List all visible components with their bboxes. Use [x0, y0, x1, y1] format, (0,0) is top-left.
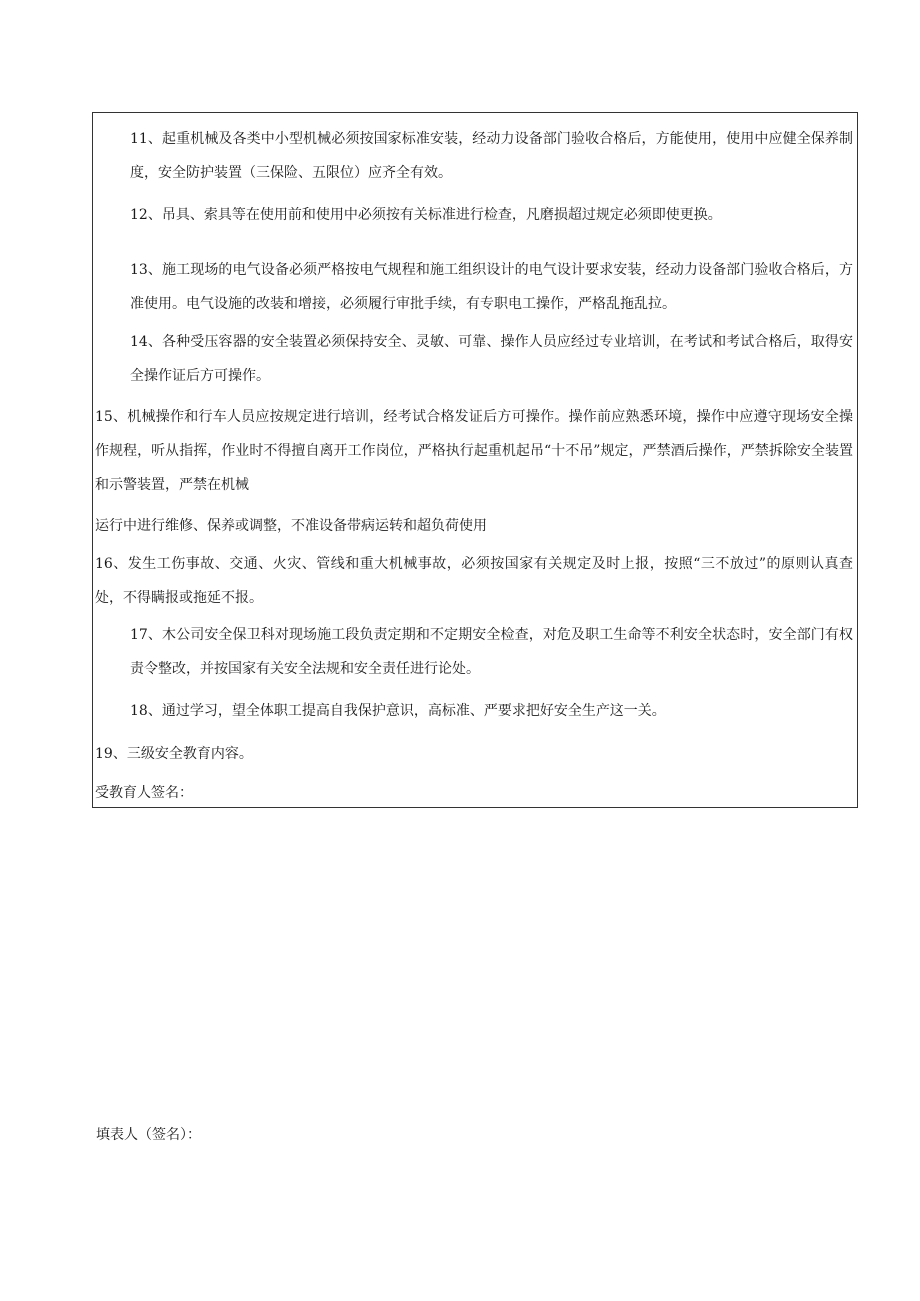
rule-15: 15、机械操作和行车人员应按规定进行培训，经考试合格发证后方可操作。操作前应熟悉环境，操作中应遵守现场安全操作规程，听从指挥，作业时不得擅自离开工作岗位，严格执行起重机起吊“十不吊”规定，严禁酒后操作，严禁拆除安全装置和示警装置，严禁在机械	[95, 409, 853, 493]
rule-15-continued: 运行中进行维修、保养或调整，不准设备带病运转和超负荷使用	[95, 518, 487, 534]
rule-12-line: 12、吊具、索具等在使用前和使用中必须按有关标准进行检查，凡磨损超过规定必须即使更换。	[130, 207, 722, 223]
rule-18: 18、通过学习，望全体职工提高自我保护意识，高标准、严要求把好安全生产这一关。	[130, 703, 666, 719]
rule-19: 19、三级安全教育内容。	[95, 746, 253, 762]
rule-11: 11、起重机械及各类中小型机械必须按国家标准安装，经动力设备部门验收合格后，方能使用，使用中应健全保养制度，安全防护装置（三保险、五限位）应齐全有效。	[130, 131, 853, 181]
rule-16: 16、发生工伤事故、交通、火灾、管线和重大机械事故，必须按国家有关规定及时上报，按照“三不放过”的原则认真查处，不得瞒报或拖延不报。	[95, 556, 853, 606]
trainee-signature-label: 受教育人签名：	[95, 785, 193, 801]
form-filler-signature-label: 填表人（签名）：	[96, 1127, 201, 1143]
safety-rules-box	[92, 112, 858, 808]
rule-14: 14、各种受压容器的安全装置必须保持安全、灵敏、可靠、操作人员应经过专业培训，在考试和考试合格后，取得安全操作证后方可操作。	[130, 334, 853, 384]
rule-17: 17、木公司安全保卫科对现场施工段负责定期和不定期安全检查，对危及职工生命等不利安全状态时，安全部门有权责令整改，并按国家有关安全法规和安全责任进行论处。	[130, 627, 853, 677]
rule-13: 13、施工现场的电气设备必须严格按电气规程和施工组织设计的电气设计要求安装，经动力设备部门验收合格后，方准使用。电气设施的改装和增接，必须履行审批手续，有专职电工操作，严格乱拖乱拉。	[130, 262, 853, 312]
